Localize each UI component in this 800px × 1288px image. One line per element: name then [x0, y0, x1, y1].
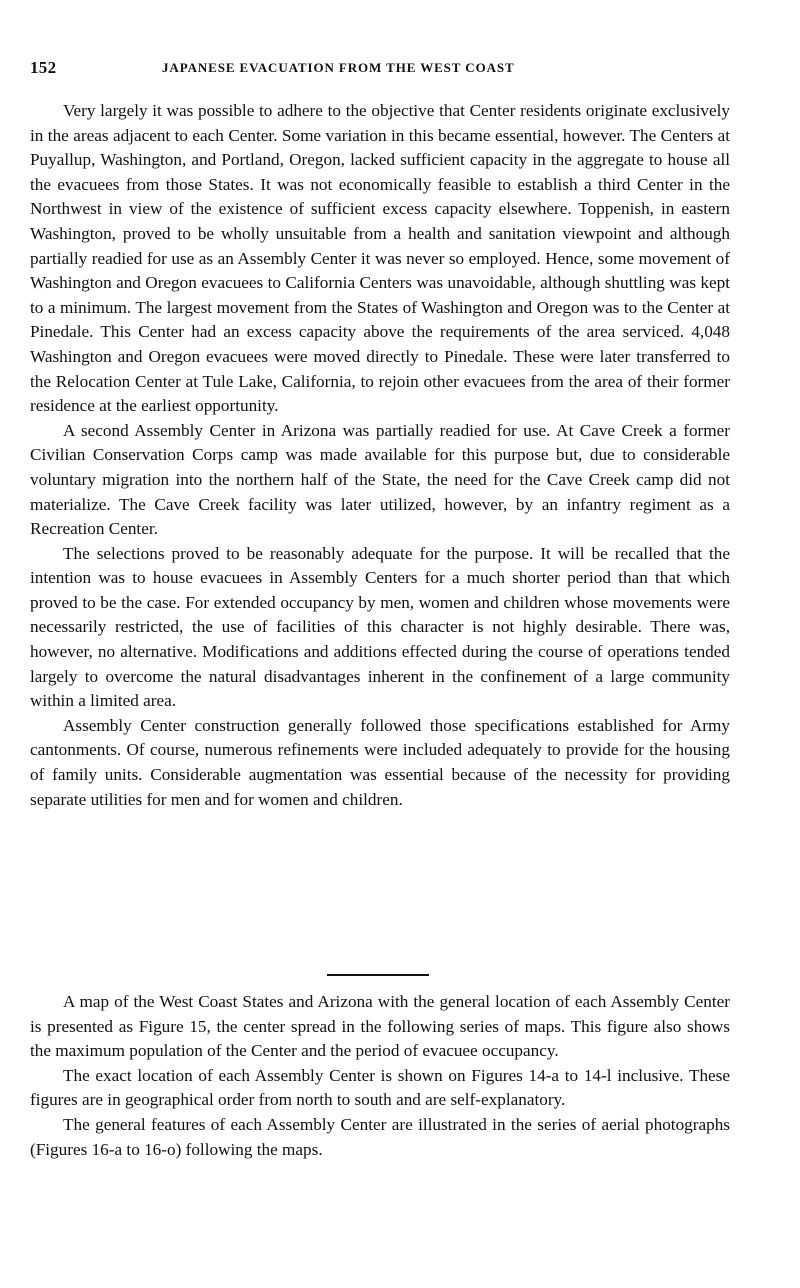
main-text: [30, 99, 730, 812]
running-head: JAPANESE EVACUATION FROM THE WEST COAST: [162, 60, 515, 75]
note-aerial-photographs: The general features of each Assembly Center are illustrated in the series of aerial photographs (Figures 16-a to 16-o) following the maps.: [30, 1114, 730, 1159]
page-number: 152: [30, 58, 57, 77]
note-location-figures: The exact location of each Assembly Center is shown on Figures 14-a to 14-l inclusive. These figures are in geographical order from north to south and are self-explanatory.: [30, 1065, 730, 1110]
page-header: [30, 58, 730, 82]
note-map-figure: A map of the West Coast States and Arizona with the general location of each Assembly Center is presented as Figure 15, the center spread in the following series of maps. This figure also shows the maximum population of the Center and the period of evacuee occupancy.: [30, 992, 730, 1061]
paragraph-cave-creek: A second Assembly Center in Arizona was partially readied for use. At Cave Creek a former Civilian Conservation Corps camp was made available for this purpose but, due to considerable voluntary migration into the northern half of the State, the need for the Cave Creek camp did not materialize. The Cave Creek facility was later utilized, however, by an infantry regiment as a Recreation Center.: [30, 420, 730, 539]
paragraph-selections: The selections proved to be reasonably adequate for the purpose. It will be recalled that the intention was to house evacuees in Assembly Centers for a much shorter period than that which proved to be the case. For extended occupancy by men, women and children whose movements were necessarily restricted, the use of facilities of this character is not highly desirable. There was, however, no alternative. Modifications and additions effected during the course of operations tended largely to overcome the natural disadvantages inherent in the confinement of a large community within a limited area.: [30, 543, 730, 711]
paragraph-construction: Assembly Center construction generally followed those specifications established for Army cantonments. Of course, numerous refinements were included adequately to provide for the housing of family units. Considerable augmentation was essential because of the necessity for providing separate utilities for men and for women and children.: [30, 715, 730, 809]
paragraph-partial-center-variation: Very largely it was possible to adhere to the objective that Center residents originate exclusively in the areas adjacent to each Center. Some variation in this became essential, however. The Centers at Puyallup, Washington, and Portland, Oregon, lacked sufficient capacity in the aggregate to house all the evacuees from those States. It was not economically feasible to establish a third Center in the Northwest in view of the existence of sufficient excess capacity elsewhere. Toppenish, in eastern Washington, proved to be wholly unsuitable from a health and sanitation viewpoint and although partially readied for use as an Assembly Center it was never so employed. Hence, some movement of Washington and Oregon evacuees to California Centers was unavoidable, although shuttling was kept to a minimum. The largest movement from the States of Washington and Oregon was to the Center at Pinedale. This Center had an excess capacity above the requirements of the area serviced. 4,048 Washington and Oregon evacuees were moved directly to Pinedale. These were later transferred to the Relocation Center at Tule Lake, California, to rejoin other evacuees from the area of their former residence at the earliest opportunity.: [30, 101, 730, 416]
section-divider: [327, 974, 429, 976]
figure-notes: [30, 990, 730, 1162]
